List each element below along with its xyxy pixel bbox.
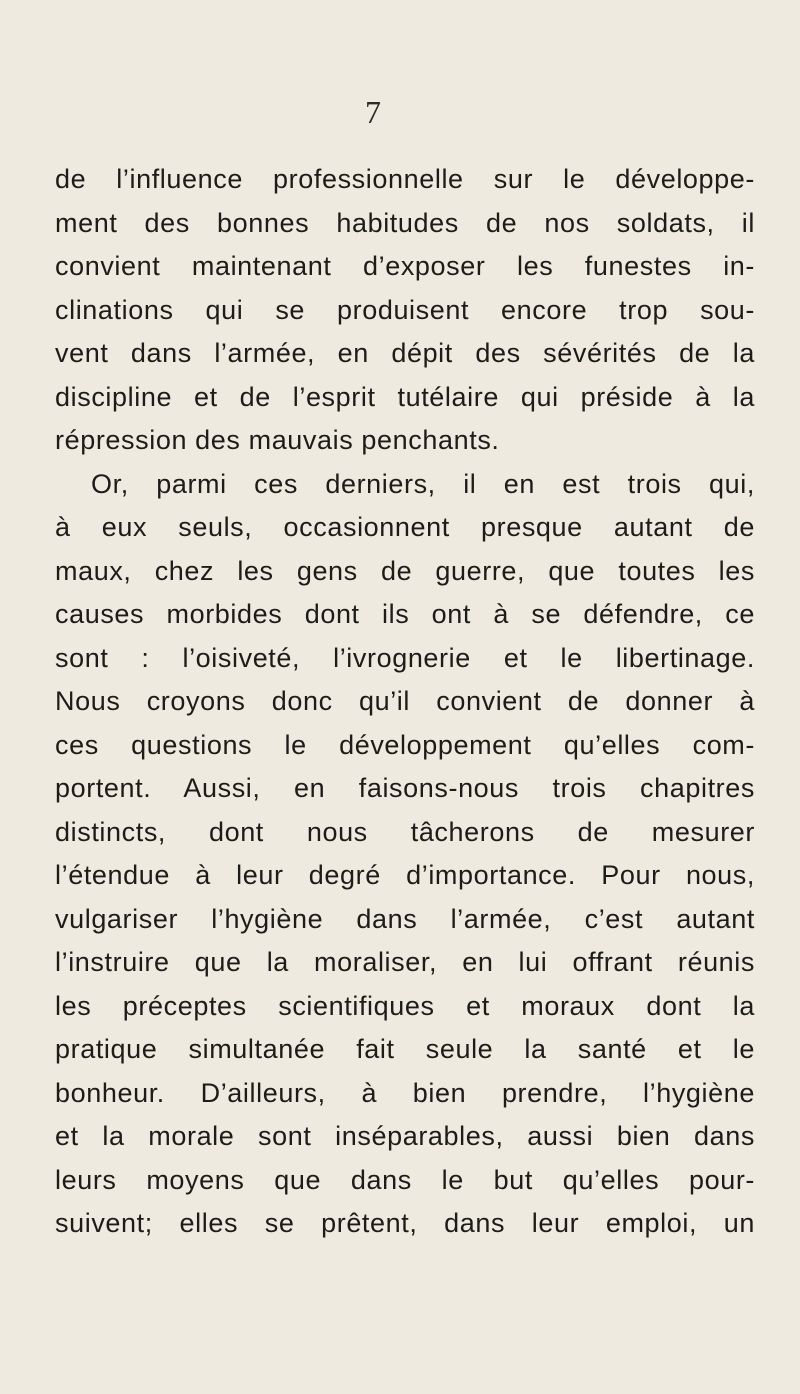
text-line: ces questions le développement qu’elles com- xyxy=(55,729,755,760)
text-line: l’instruire que la moraliser, en lui offrant réunis xyxy=(55,947,755,977)
text-line: de l’influence professionnelle sur le développe- xyxy=(55,164,755,194)
text-line: sont : l’oisiveté, l’ivrognerie et le libertinage. xyxy=(55,642,755,673)
text-line: portent. Aussi, en faisons-nous trois chapitres xyxy=(55,773,755,803)
text-line: causes morbides dont ils ont à se défendre, ce xyxy=(55,599,755,629)
text-line: distincts, dont nous tâcherons de mesurer xyxy=(55,816,755,847)
text-line: répression des mauvais penchants. xyxy=(55,425,500,455)
text-line: Nous croyons donc qu’il convient de donner à xyxy=(55,686,755,716)
text-line: vulgariser l’hygiène dans l’armée, c’est autant xyxy=(55,903,755,934)
text-line: ment des bonnes habitudes de nos soldats, il xyxy=(55,207,755,238)
text-line: clinations qui se produisent encore trop sou- xyxy=(55,294,755,325)
text-line: et la morale sont inséparables, aussi bien dans xyxy=(55,1121,755,1151)
text-line: leurs moyens que dans le but qu’elles pour- xyxy=(55,1164,755,1195)
text-line: les préceptes scientifiques et moraux dont la xyxy=(55,990,755,1021)
text-line: bonheur. D’ailleurs, à bien prendre, l’hygiène xyxy=(55,1077,755,1108)
text-line: suivent; elles se prêtent, dans leur emploi, un xyxy=(55,1208,755,1238)
text-line: maux, chez les gens de guerre, que toutes les xyxy=(55,555,755,586)
text-line: vent dans l’armée, en dépit des sévérités de la xyxy=(55,338,755,368)
text-line: discipline et de l’esprit tutélaire qui préside à la xyxy=(55,381,755,412)
page-number: 7 xyxy=(365,94,381,130)
text-line: convient maintenant d’exposer les funestes in- xyxy=(55,251,755,281)
text-line: pratique simultanée fait seule la santé et le xyxy=(55,1034,755,1064)
text-line: à eux seuls, occasionnent presque autant de xyxy=(55,512,755,542)
body-text xyxy=(55,158,755,1246)
text-line: l’étendue à leur degré d’importance. Pour nous, xyxy=(55,860,755,890)
text-line: Or, parmi ces derniers, il en est trois qui, xyxy=(91,468,755,499)
